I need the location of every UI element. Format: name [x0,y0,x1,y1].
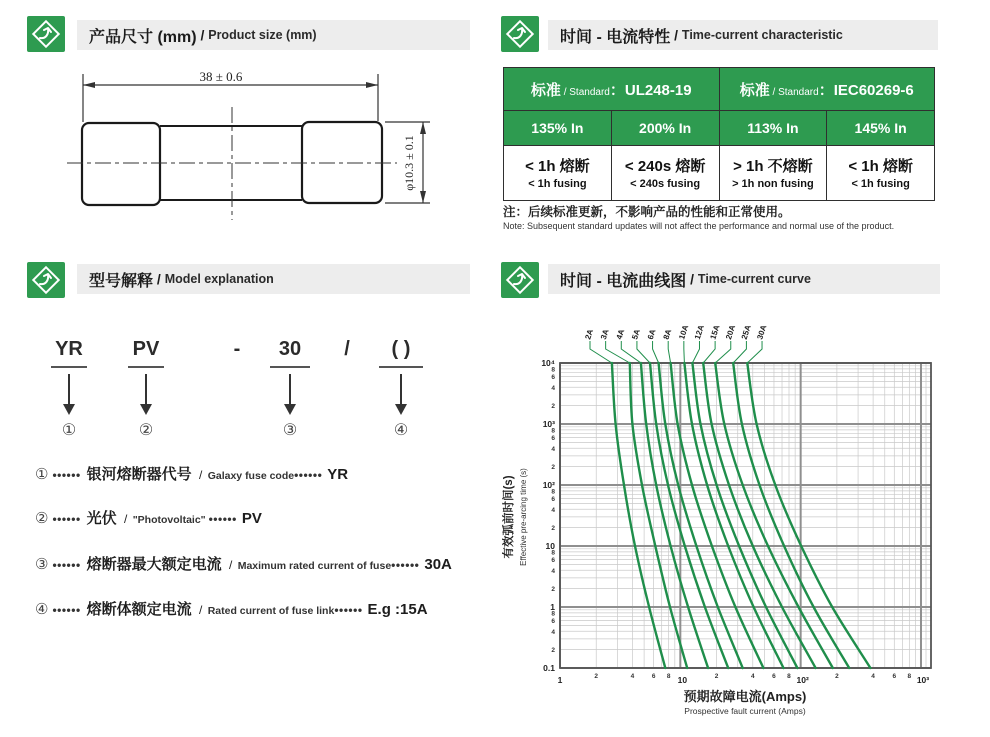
result-cn: < 1h 熔断 [525,157,590,175]
y-minor-tick-label: 4 [551,567,555,575]
x-minor-tick-label: 8 [787,673,791,680]
x-tick-label: 10 [677,675,688,685]
x-minor-tick-label: 4 [750,673,755,680]
y-minor-tick-label: 8 [551,427,555,435]
y-axis-label-cn: 有效弧前时间(s) [503,475,515,559]
item-value: YR [327,466,349,483]
condition-cell: 113% In [719,111,827,146]
section-title-en: Time-current characteristic [681,28,843,42]
section-header-time-current [548,20,938,50]
item-number: ③ [35,556,49,573]
x-tick-label: 10² [796,675,809,685]
plot-frame [560,363,931,668]
x-minor-tick-label: 8 [666,673,671,680]
brand-logo-icon [27,262,65,298]
item-en: "Photovoltaic" [132,514,209,526]
code-underline [270,366,310,368]
curve-3A [630,363,687,668]
x-tick-label: 1 [557,675,563,685]
time-current-table [503,67,935,201]
x-minor-tick-label: 2 [714,673,719,680]
section-title-cn: 时间 - 电流特性 [560,28,671,46]
y-tick-label: 10⁴ [541,358,555,368]
length-dimension-label: 38 ± 0.6 [199,69,243,84]
separator: / [195,468,206,482]
model-item-4 [35,598,428,619]
dots-leader: •••••• [334,603,363,617]
model-code-yr: YR [55,338,83,360]
result-cn: > 1h 不熔断 [733,157,813,175]
fuse-left-cap [82,123,160,205]
result-cell [611,146,719,201]
model-item-1 [35,463,348,484]
dots-leader: •••••• [208,512,237,526]
curve-leader-6A [653,341,659,363]
model-code-dash: - [233,338,241,360]
model-code-slash: / [344,338,350,360]
result-cn: < 1h 熔断 [848,157,913,175]
y-minor-tick-label: 8 [551,366,555,374]
circled-number-3: ③ [282,422,298,439]
item-en: Rated current of fuse link [207,605,335,617]
table-row-conditions [504,111,935,146]
x-axis-label-en: Prospective fault current (Amps) [684,706,806,716]
section-title-en: Time-current curve [697,272,811,286]
separator: / [769,86,779,98]
fuse-drawing [25,52,465,237]
y-minor-tick-label: 6 [551,435,555,443]
dots-leader: •••••• [52,603,81,617]
y-axis-label-en: Effective pre-arcing time (s) [519,468,528,566]
section-header-product-size [77,20,470,50]
item-number: ② [35,510,49,527]
y-tick-label: 10³ [542,419,555,429]
brand-logo-icon [501,262,539,298]
table-row-standards [504,68,935,111]
item-cn: 光伏 [86,510,117,527]
circled-number-2: ② [138,422,154,439]
y-minor-tick-label: 6 [551,557,555,565]
curve-leader-8A [668,341,670,363]
x-axis-label-cn: 预期故障电流(Amps) [683,689,807,704]
section-title-en: Model explanation [164,272,274,286]
dots-leader: •••••• [52,512,81,526]
curve-label-25A: 25A [739,323,753,341]
y-minor-tick-label: 2 [551,647,555,655]
y-minor-tick-label: 8 [551,549,555,557]
y-minor-tick-label: 6 [551,496,555,504]
x-minor-tick-label: 2 [594,673,599,680]
x-minor-tick-label: 4 [630,673,635,680]
y-minor-tick-label: 8 [551,610,555,618]
dots-leader: •••••• [391,558,420,572]
curve-label-8A: 8A [661,328,674,341]
standard-cell-iec [719,68,935,111]
diameter-dimension-label: φ10.3 ± 0.1 [402,135,416,191]
code-underline [51,366,87,368]
y-minor-tick-label: 6 [551,374,555,382]
y-minor-tick-label: 2 [551,586,555,594]
title-separator: / [196,27,209,43]
curve-label-3A: 3A [598,328,611,341]
title-separator: / [153,271,165,287]
curve-leader-10A [684,341,685,363]
x-minor-tick-label: 2 [835,673,839,680]
x-tick-label: 10³ [916,675,930,685]
title-separator: / [686,271,698,287]
circled-number-1: ① [61,422,77,439]
section-title-en: Product size (mm) [208,28,317,42]
result-en: < 240s fusing [630,178,701,191]
y-minor-tick-label: 2 [551,464,555,472]
y-tick-label: 0.1 [543,663,555,673]
item-number: ① [35,466,49,483]
colon: ： [818,81,834,99]
model-item-2 [35,507,262,528]
curve-leader-5A [637,341,650,363]
y-minor-tick-label: 8 [551,488,555,496]
curve-label-2A: 2A [583,328,596,341]
curve-leader-25A [733,341,746,363]
curve-15A [703,363,815,668]
brand-logo-icon [27,16,65,52]
result-cell [827,146,935,201]
curve-label-12A: 12A [692,323,706,341]
code-underline [379,366,423,368]
result-cn: < 240s 熔断 [624,157,706,175]
curve-label-5A: 5A [630,328,642,341]
condition-cell: 200% In [611,111,719,146]
model-code-pv: PV [132,338,160,360]
standard-en: Standard [778,86,819,98]
y-tick-label: 10² [542,480,555,490]
item-cn: 熔断器最大额定电流 [86,556,222,573]
standard-cn: 标准 [739,81,770,99]
model-code-parens: ( ) [391,338,411,360]
section-title-cn: 产品尺寸 (mm) [89,28,197,46]
curve-30A [747,363,870,668]
code-underline [128,366,164,368]
item-cn: 银河熔断器代号 [86,466,192,483]
x-minor-tick-label: 6 [772,673,776,680]
y-minor-tick-label: 4 [551,506,555,514]
table-row-results [504,146,935,201]
standard-cell-ul [504,68,720,111]
curve-label-10A: 10A [677,323,691,341]
item-value: 30A [424,556,452,573]
curve-label-30A: 30A [755,323,769,341]
x-minor-tick-label: 6 [651,673,656,680]
standard-value: IEC60269-6 [833,81,914,99]
curve-label-6A: 6A [645,328,658,341]
y-minor-tick-label: 6 [551,618,555,626]
section-header-model [77,264,470,294]
x-minor-tick-label: 4 [871,673,875,680]
item-value: E.g :15A [367,601,428,618]
result-en: < 1h fusing [851,178,910,191]
time-current-curve-chart [495,295,990,737]
item-cn: 熔断体额定电流 [86,601,192,618]
standard-en: Standard [569,86,610,98]
curve-leader-20A [715,341,731,363]
y-tick-label: 10 [545,541,555,551]
note-cn: 注：后续标准更新，不影响产品的性能和正常使用。 [503,205,791,219]
model-code-30: 30 [278,338,302,360]
y-minor-tick-label: 2 [551,403,555,411]
y-minor-tick-label: 2 [551,525,555,533]
x-minor-tick-label: 8 [907,673,912,680]
note-en: Note: Subsequent standard updates will not affect the performance and normal use of the product. [503,221,895,231]
brand-logo-icon [501,16,539,52]
circled-number-4: ④ [393,422,409,439]
curve-leader-30A [747,341,762,363]
separator: / [195,603,206,617]
curve-10A [684,363,783,668]
curve-leader-15A [703,341,715,363]
item-value: PV [241,510,262,527]
separator: / [120,512,131,526]
curve-label-4A: 4A [614,328,627,341]
table-note [503,202,953,231]
condition-cell: 135% In [504,111,612,146]
curve-2A [612,363,665,668]
dots-leader: •••••• [52,468,81,482]
dots-leader: •••••• [294,468,323,482]
curve-label-20A: 20A [724,323,738,341]
colon: ： [609,81,625,99]
y-minor-tick-label: 4 [551,445,555,453]
title-separator: / [670,27,682,43]
section-title-cn: 型号解释 [89,272,154,290]
separator: / [225,558,236,572]
result-cell [719,146,827,201]
condition-cell: 145% In [827,111,935,146]
separator: / [560,86,570,98]
y-tick-label: 1 [550,602,555,612]
result-cell [504,146,612,201]
standard-cn: 标准 [530,81,561,99]
y-minor-tick-label: 4 [551,384,555,392]
section-title-cn: 时间 - 电流曲线图 [560,272,687,290]
item-number: ④ [35,601,49,618]
model-item-3 [35,553,452,574]
dots-leader: •••••• [52,558,81,572]
standard-value: UL248-19 [624,81,692,99]
y-minor-tick-label: 4 [551,628,555,636]
section-header-curve [548,264,940,294]
curve-label-15A: 15A [708,323,722,341]
item-en: Maximum rated current of fuse [237,560,392,572]
x-minor-tick-label: 6 [892,673,897,680]
item-en: Galaxy fuse code [207,470,295,482]
result-en: < 1h fusing [528,178,587,191]
result-en: > 1h non fusing [732,178,814,191]
curve-leader-12A [692,341,699,363]
curve-leader-2A [590,341,612,363]
